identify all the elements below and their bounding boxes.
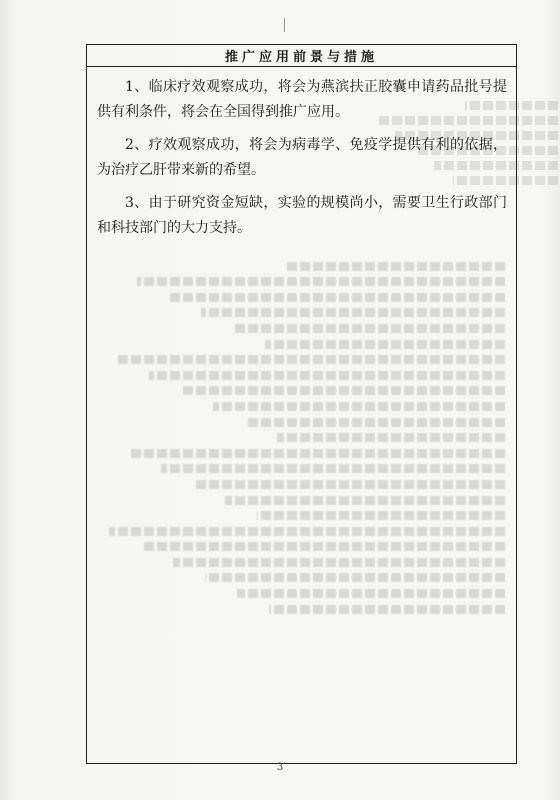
section-content — [97, 75, 507, 249]
page-number: 3 — [276, 762, 284, 773]
bleed-through-line — [233, 324, 505, 333]
paragraph-3: 3、由于研究资金短缺，实验的规模尚小，需要卫生行政部门和科技部门的大力支持。 — [97, 195, 507, 236]
binding-mark — [284, 18, 285, 32]
bleed-through-line — [245, 418, 505, 427]
section-title: 推广应用前景与措施 — [224, 50, 378, 65]
bleed-through-line — [109, 527, 505, 536]
bleed-through-line — [285, 262, 505, 271]
form-table — [86, 44, 517, 764]
bleed-through-line — [141, 542, 505, 551]
bleed-through-line — [225, 496, 505, 505]
bleed-through-line — [117, 355, 505, 364]
bleed-through-line — [201, 308, 505, 317]
paragraph-2: 2、疗效观察成功，将会为病毒学、免疫学提供有利的依据，为治疗乙肝带来新的希望。 — [97, 137, 507, 178]
bleed-through-line — [169, 293, 505, 302]
bleed-through-line — [173, 558, 505, 567]
bleed-through-line — [137, 277, 505, 286]
paragraph-1: 1、临床疗效观察成功，将会为燕滨扶正胶囊申请药品批号提供有利条件，将会在全国得到推广应用。 — [97, 79, 507, 120]
bleed-through-text — [99, 255, 505, 755]
bleed-through-line — [257, 511, 505, 520]
bleed-through-line — [193, 480, 505, 489]
bleed-through-line — [129, 449, 505, 458]
bleed-through-line — [161, 464, 505, 473]
bleed-through-line — [213, 402, 505, 411]
bleed-through-line — [269, 605, 505, 614]
bleed-through-line — [277, 433, 505, 442]
bleed-through-line — [205, 573, 505, 582]
table-header — [87, 45, 516, 67]
bleed-through-line — [237, 589, 505, 598]
bleed-through-line — [149, 371, 505, 380]
bleed-through-line — [181, 386, 505, 395]
bleed-through-line — [265, 340, 505, 349]
